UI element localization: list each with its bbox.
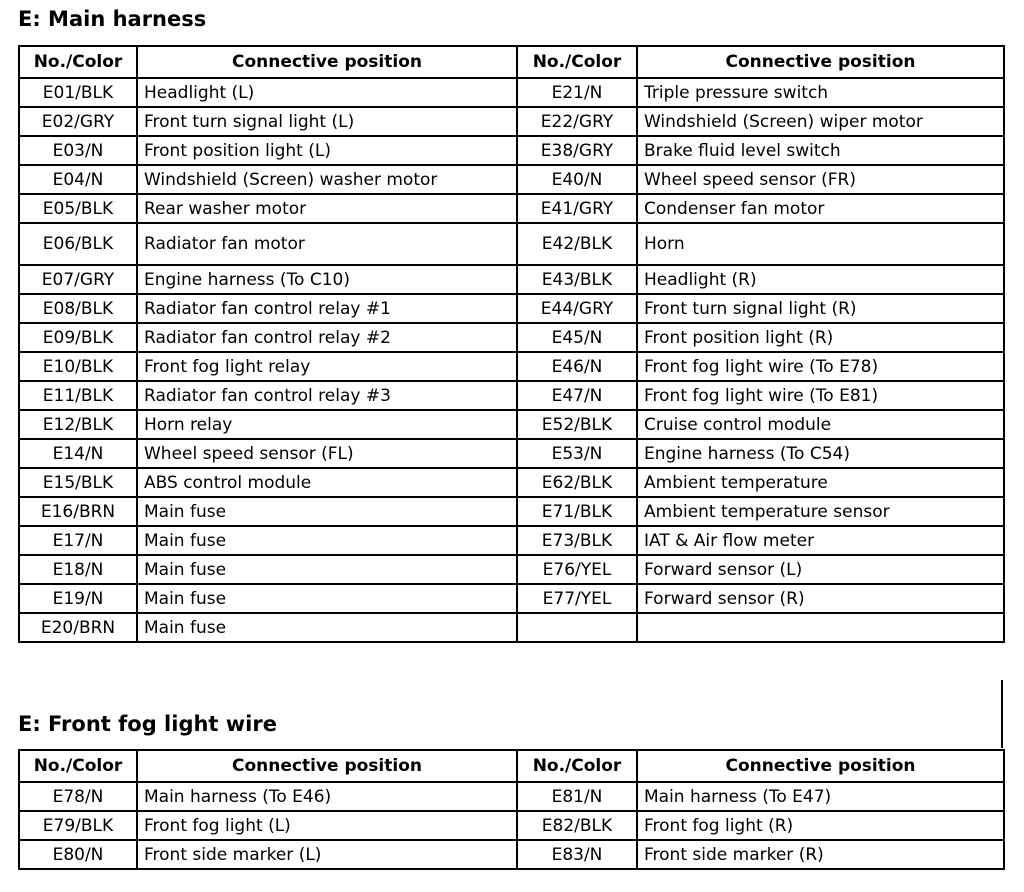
connector-number-cell: E17/N	[19, 526, 137, 555]
connector-number-cell: E09/BLK	[19, 323, 137, 352]
connective-position-cell: Front fog light wire (To E81)	[637, 381, 1004, 410]
connective-position-cell	[637, 613, 1004, 642]
table-row	[19, 323, 1004, 352]
connective-position-cell: Radiator fan control relay #3	[137, 381, 517, 410]
connector-number-cell: E22/GRY	[517, 107, 637, 136]
connective-position-cell: Front side marker (L)	[137, 840, 517, 869]
column-header-connective-position: Connective position	[137, 750, 517, 782]
connector-number-cell: E41/GRY	[517, 194, 637, 223]
table-row	[19, 555, 1004, 584]
connective-position-cell: Radiator fan control relay #2	[137, 323, 517, 352]
table-row	[19, 381, 1004, 410]
connector-number-cell: E07/GRY	[19, 265, 137, 294]
table-row	[19, 410, 1004, 439]
table-row	[19, 294, 1004, 323]
connector-number-cell: E53/N	[517, 439, 637, 468]
connector-number-cell: E40/N	[517, 165, 637, 194]
column-header-no-color: No./Color	[517, 750, 637, 782]
connective-position-cell: Front turn signal light (R)	[637, 294, 1004, 323]
connector-number-cell: E10/BLK	[19, 352, 137, 381]
connector-number-cell: E04/N	[19, 165, 137, 194]
connector-number-cell: E73/BLK	[517, 526, 637, 555]
connective-position-cell: Cruise control module	[637, 410, 1004, 439]
connector-number-cell: E80/N	[19, 840, 137, 869]
connector-number-cell: E08/BLK	[19, 294, 137, 323]
table-row	[19, 613, 1004, 642]
section-title-front-fog-light-wire: E: Front fog light wire	[18, 712, 277, 736]
table-row	[19, 811, 1004, 840]
connective-position-cell: Forward sensor (L)	[637, 555, 1004, 584]
connective-position-cell: Headlight (R)	[637, 265, 1004, 294]
connector-number-cell: E46/N	[517, 352, 637, 381]
table-row	[19, 840, 1004, 869]
connector-number-cell: E21/N	[517, 78, 637, 107]
table-row	[19, 165, 1004, 194]
connector-number-cell: E14/N	[19, 439, 137, 468]
table-row	[19, 107, 1004, 136]
connective-position-cell: Windshield (Screen) wiper motor	[637, 107, 1004, 136]
front-fog-light-wire-table	[18, 749, 1005, 870]
connective-position-cell: Headlight (L)	[137, 78, 517, 107]
table-row	[19, 194, 1004, 223]
connective-position-cell: ABS control module	[137, 468, 517, 497]
column-header-connective-position: Connective position	[637, 46, 1004, 78]
connective-position-cell: Main fuse	[137, 497, 517, 526]
connective-position-cell: Front turn signal light (L)	[137, 107, 517, 136]
connective-position-cell: Front side marker (R)	[637, 840, 1004, 869]
connective-position-cell: Front position light (L)	[137, 136, 517, 165]
connector-number-cell: E47/N	[517, 381, 637, 410]
connective-position-cell: Radiator fan control relay #1	[137, 294, 517, 323]
table-header-row	[19, 750, 1004, 782]
connective-position-cell: IAT & Air flow meter	[637, 526, 1004, 555]
connector-number-cell: E12/BLK	[19, 410, 137, 439]
connector-number-cell: E18/N	[19, 555, 137, 584]
table-row	[19, 584, 1004, 613]
table-row	[19, 468, 1004, 497]
connector-number-cell: E78/N	[19, 782, 137, 811]
section-title-main-harness: E: Main harness	[18, 7, 207, 31]
connective-position-cell: Forward sensor (R)	[637, 584, 1004, 613]
connector-number-cell: E71/BLK	[517, 497, 637, 526]
connector-number-cell: E19/N	[19, 584, 137, 613]
connective-position-cell: Rear washer motor	[137, 194, 517, 223]
connective-position-cell: Brake fluid level switch	[637, 136, 1004, 165]
connector-number-cell: E44/GRY	[517, 294, 637, 323]
connective-position-cell: Condenser fan motor	[637, 194, 1004, 223]
connective-position-cell: Horn relay	[137, 410, 517, 439]
table-row	[19, 439, 1004, 468]
connector-number-cell: E43/BLK	[517, 265, 637, 294]
connector-number-cell: E20/BRN	[19, 613, 137, 642]
connector-number-cell	[517, 613, 637, 642]
connective-position-cell: Ambient temperature sensor	[637, 497, 1004, 526]
connector-number-cell: E02/GRY	[19, 107, 137, 136]
connector-number-cell: E16/BRN	[19, 497, 137, 526]
connective-position-cell: Horn	[637, 223, 1004, 265]
connective-position-cell: Front fog light wire (To E78)	[637, 352, 1004, 381]
connector-number-cell: E03/N	[19, 136, 137, 165]
connective-position-cell: Front fog light relay	[137, 352, 517, 381]
connector-number-cell: E15/BLK	[19, 468, 137, 497]
connective-position-cell: Main fuse	[137, 555, 517, 584]
table-row	[19, 136, 1004, 165]
connector-number-cell: E05/BLK	[19, 194, 137, 223]
table-row	[19, 78, 1004, 107]
main-harness-table	[18, 45, 1005, 643]
table-row	[19, 352, 1004, 381]
column-header-no-color: No./Color	[19, 750, 137, 782]
connector-number-cell: E83/N	[517, 840, 637, 869]
connector-number-cell: E79/BLK	[19, 811, 137, 840]
connector-number-cell: E76/YEL	[517, 555, 637, 584]
connector-number-cell: E38/GRY	[517, 136, 637, 165]
connective-position-cell: Main harness (To E47)	[637, 782, 1004, 811]
table-row	[19, 265, 1004, 294]
connective-position-cell: Engine harness (To C10)	[137, 265, 517, 294]
connective-position-cell: Main fuse	[137, 584, 517, 613]
column-header-no-color: No./Color	[517, 46, 637, 78]
connector-number-cell: E06/BLK	[19, 223, 137, 265]
connector-number-cell: E11/BLK	[19, 381, 137, 410]
connector-number-cell: E62/BLK	[517, 468, 637, 497]
connector-number-cell: E82/BLK	[517, 811, 637, 840]
connective-position-cell: Front fog light (R)	[637, 811, 1004, 840]
connector-number-cell: E52/BLK	[517, 410, 637, 439]
connective-position-cell: Main fuse	[137, 526, 517, 555]
table-row	[19, 497, 1004, 526]
connective-position-cell: Engine harness (To C54)	[637, 439, 1004, 468]
table-row	[19, 782, 1004, 811]
connective-position-cell: Main harness (To E46)	[137, 782, 517, 811]
connector-number-cell: E42/BLK	[517, 223, 637, 265]
column-header-connective-position: Connective position	[137, 46, 517, 78]
connective-position-cell: Radiator fan motor	[137, 223, 517, 265]
connector-number-cell: E81/N	[517, 782, 637, 811]
connector-number-cell: E01/BLK	[19, 78, 137, 107]
connective-position-cell: Ambient temperature	[637, 468, 1004, 497]
connective-position-cell: Main fuse	[137, 613, 517, 642]
connective-position-cell: Windshield (Screen) washer motor	[137, 165, 517, 194]
connective-position-cell: Wheel speed sensor (FL)	[137, 439, 517, 468]
table-row	[19, 526, 1004, 555]
column-header-no-color: No./Color	[19, 46, 137, 78]
table-header-row	[19, 46, 1004, 78]
divider-line	[1001, 680, 1003, 748]
table-row	[19, 223, 1004, 265]
connective-position-cell: Front fog light (L)	[137, 811, 517, 840]
column-header-connective-position: Connective position	[637, 750, 1004, 782]
connective-position-cell: Front position light (R)	[637, 323, 1004, 352]
connector-number-cell: E77/YEL	[517, 584, 637, 613]
connective-position-cell: Triple pressure switch	[637, 78, 1004, 107]
connector-number-cell: E45/N	[517, 323, 637, 352]
connective-position-cell: Wheel speed sensor (FR)	[637, 165, 1004, 194]
